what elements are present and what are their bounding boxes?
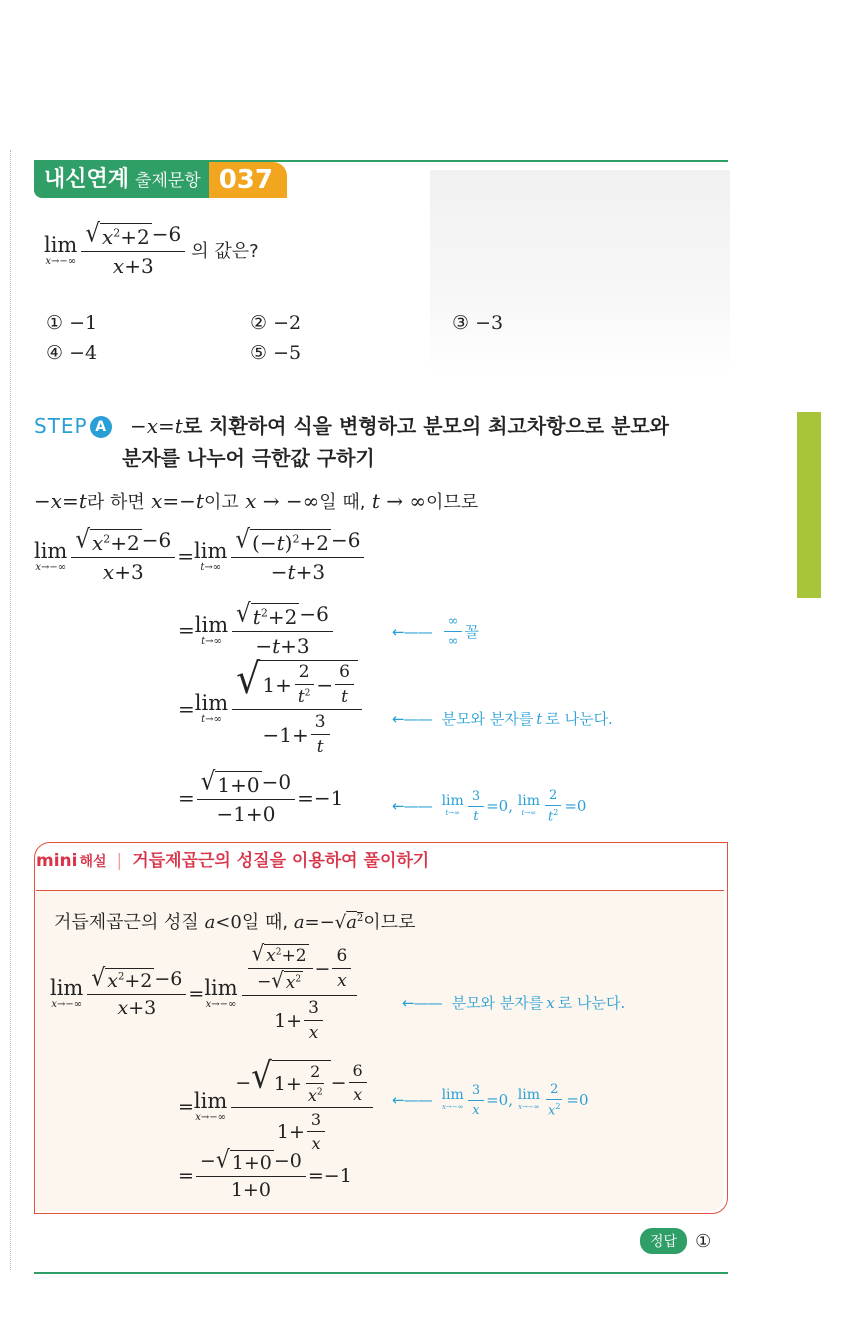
chapter-side-tab bbox=[797, 412, 821, 598]
note-infinity-form: ←—— $\frac{\infty}{\infty}$ 꼴 bbox=[392, 614, 479, 649]
problem-badge bbox=[34, 162, 287, 198]
choice-1[interactable]: ① −1 bbox=[46, 312, 98, 334]
mini-intro: 거듭제곱근의 성질 a<0일 때, $a=-√a^2$이므로 bbox=[54, 912, 416, 933]
solution-line-2: = lim t→∞ √ $t^2+2$ −6 −t+3 bbox=[178, 602, 335, 658]
choice-3[interactable]: ③ −3 bbox=[452, 312, 504, 334]
mini-line-3: = − √ 1+0 −0 1+0 =−1 bbox=[178, 1146, 352, 1201]
faint-background bbox=[430, 170, 730, 380]
bottom-rule bbox=[34, 1272, 728, 1274]
choice-2[interactable]: ② −2 bbox=[250, 312, 302, 334]
solution-line-3: = lim t→∞ √ 1+ $\frac{2}{t^2}$ − $\frac{6}{t}$ −1+ $\frac{3}{t}$ bbox=[178, 660, 364, 757]
margin-dotted-line bbox=[10, 150, 11, 1270]
mini-note-limits-zero: ←—— lim x→−∞ $\frac{3}{x}$ =0, lim x→−∞ $\frac{2}{x^2}$ =0 bbox=[392, 1082, 589, 1119]
step-a-header: STEP A −x=t로 치환하여 식을 변형하고 분모의 최고차항으로 분모와 bbox=[34, 414, 669, 438]
badge-number: 037 bbox=[209, 162, 287, 198]
mini-explanation-body bbox=[36, 890, 724, 1211]
solution-intro: −x=t라 하면 x=−t이고 x → −∞일 때, t → ∞이므로 bbox=[34, 489, 479, 513]
mini-note-divide-x: ←—— 분모와 분자를 x 로 나눈다. bbox=[402, 993, 626, 1012]
note-divide-t: ←—— 분모와 분자를 t 로 나눈다. bbox=[392, 709, 613, 728]
solution-line-4: = √ 1+0 −0 −1+0 =−1 bbox=[178, 767, 344, 826]
step-a-title-line2: 분자를 나누어 극한값 구하기 bbox=[122, 446, 375, 470]
mini-explanation-header: mini 해설 | 거듭제곱근의 성질을 이용하여 풀이하기 bbox=[36, 851, 430, 871]
note-limits-zero: ←—— lim t→∞ $\frac{3}{t}$ =0, lim t→∞ $\frac{2}{t^2}$ =0 bbox=[392, 788, 587, 825]
mini-line-1: lim x→−∞ √ $x^2+2$ −6 x+3 = lim x→−∞ √ $x^2+2$ − √ $x^2$ − $\frac{6}{x}$ 1+ $\frac{3}{x}$ bbox=[50, 944, 359, 1043]
question-expression: lim x→−∞ √ $x^2+2$ −6 x+3 의 값은? bbox=[44, 219, 259, 278]
question-suffix: 의 값은? bbox=[191, 241, 259, 262]
badge-main: 내신연계 출제문항 bbox=[34, 162, 209, 198]
solution-line-1: lim x→−∞ √ $x^2+2$ −6 x+3 = lim t→∞ √ $(-t)^2+2$ −6 −t+3 bbox=[34, 528, 366, 584]
choice-4[interactable]: ④ −4 bbox=[46, 342, 98, 364]
mini-line-2: = lim x→−∞ − √ 1+ $\frac{2}{x^2}$ − $\frac{6}{x}$ 1+ $\frac{3}{x}$ bbox=[178, 1060, 375, 1153]
choice-5[interactable]: ⑤ −5 bbox=[250, 342, 302, 364]
answer-badge: 정답 ① bbox=[640, 1228, 711, 1254]
